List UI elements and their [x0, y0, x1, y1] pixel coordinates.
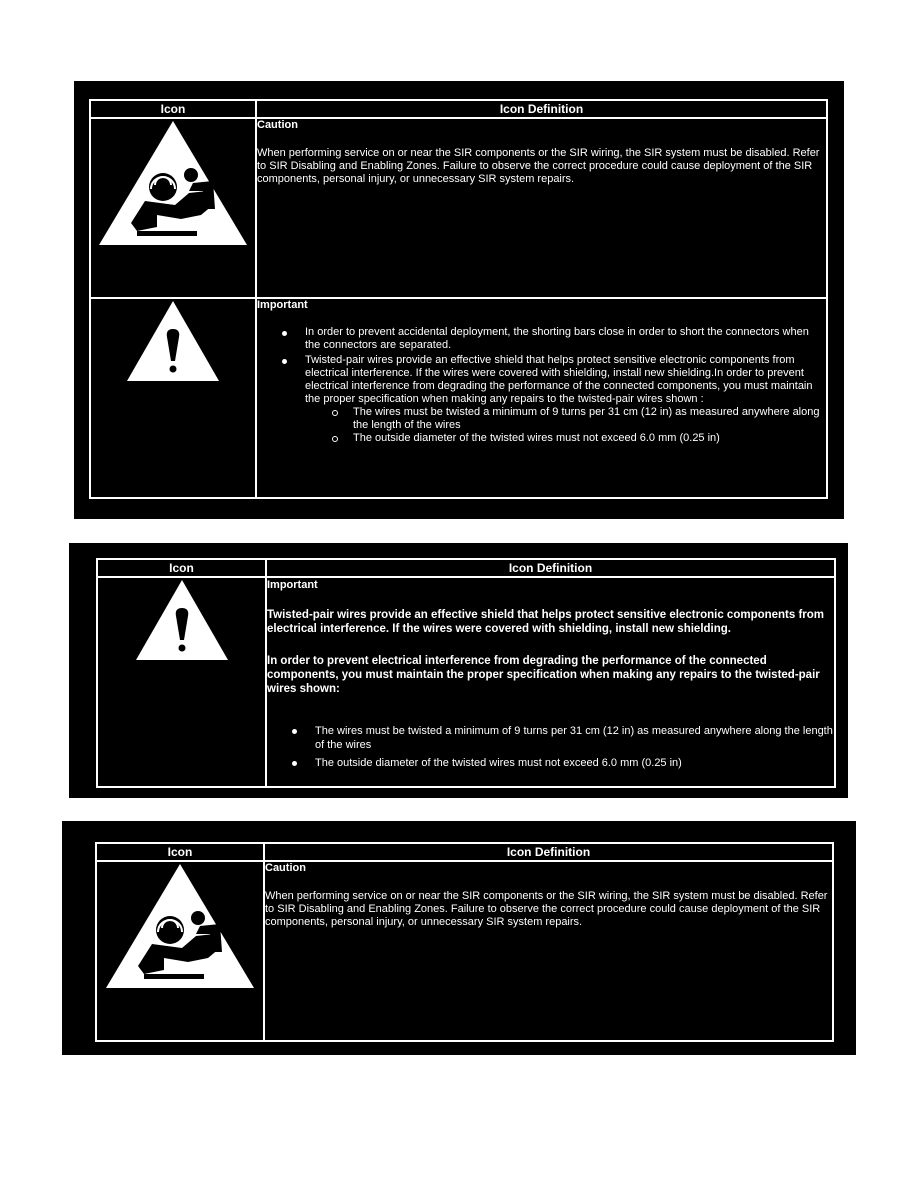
icon-table-panel-2 [69, 543, 848, 798]
important-title: Important [257, 299, 308, 311]
exclamation-icon-cell [90, 298, 256, 498]
icon-table-panel-3 [62, 821, 856, 1055]
caution-text: When performing service on or near the SIR components or the SIR wiring, the SIR system must be disabled. Refer to SIR Disabling and Enabling Zones. Failure to observe the correct procedure could cause deployment of the SIR components, personal injury, or unnecessary SIR system repairs. [265, 890, 828, 928]
list-item: The outside diameter of the twisted wires must not exceed 6.0 mm (0.25 in) [315, 756, 834, 770]
caution-text: When performing service on or near the SIR components or the SIR wiring, the SIR system must be disabled. Refer to SIR Disabling and Enabling Zones. Failure to observe the correct procedure could cause deployment of the SIR components, personal injury, or unnecessary SIR system repairs. [257, 147, 820, 185]
airbag-warning-icon [104, 862, 256, 990]
list-item: The outside diameter of the twisted wires must not exceed 6.0 mm (0.25 in) [353, 432, 826, 445]
definition-column-header: Icon Definition [256, 100, 827, 118]
icon-column-header: Icon [97, 559, 266, 577]
caution-definition-cell [264, 861, 833, 1041]
important-paragraph-2: In order to prevent electrical interference from degrading the performance of the connected components, you must maintain the proper specification when making any repairs to the twisted-pair wires shown: [267, 655, 820, 695]
icon-table-panel-1 [74, 81, 844, 519]
caution-row [96, 861, 833, 1041]
important-definition-cell [256, 298, 827, 498]
list-item: The wires must be twisted a minimum of 9 turns per 31 cm (12 in) as measured anywhere along the length of the wires [315, 725, 833, 751]
list-item-text: Twisted-pair wires provide an effective shield that helps protect sensitive electronic components from electrical interference. If the wires were covered with shielding, install new shielding.In order to prevent electrical interference from degrading the performance of the connected components, you must maintain the proper specification when making any repairs to the twisted-pair wires shown : [305, 354, 813, 405]
important-row [90, 298, 827, 498]
important-title: Important [267, 579, 318, 591]
airbag-warning-icon [97, 119, 249, 247]
definition-column-header: Icon Definition [264, 843, 833, 861]
list-item: The wires must be twisted a minimum of 9 turns per 31 cm (12 in) as measured anywhere along the length of the wires [353, 406, 826, 432]
table-header-row [96, 843, 833, 861]
caution-title: Caution [265, 862, 306, 874]
list-item: In order to prevent accidental deployment, the shorting bars close in order to short the connectors when the connectors are separated. [305, 326, 826, 352]
important-definition-cell [266, 577, 835, 787]
caution-title: Caution [257, 119, 298, 131]
important-paragraph-1: Twisted-pair wires provide an effective shield that helps protect sensitive electronic components from electrical interference. If the wires were covered with shielding, install new shielding. [267, 609, 825, 635]
table-header-row [90, 100, 827, 118]
exclamation-warning-icon [125, 299, 221, 383]
airbag-icon-cell [96, 861, 264, 1041]
icon-definition-table-2 [96, 558, 836, 788]
caution-definition-cell [256, 118, 827, 298]
exclamation-warning-icon [134, 578, 230, 662]
icon-column-header: Icon [90, 100, 256, 118]
caution-row [90, 118, 827, 298]
important-row [97, 577, 835, 787]
icon-definition-table-3 [95, 842, 834, 1042]
exclamation-icon-cell [97, 577, 266, 787]
table-header-row [97, 559, 835, 577]
airbag-icon-cell [90, 118, 256, 298]
list-item [305, 354, 826, 445]
important-bullet-list [267, 724, 834, 770]
icon-definition-table-1 [89, 99, 828, 499]
definition-column-header: Icon Definition [266, 559, 835, 577]
important-bullet-list [257, 326, 826, 445]
icon-column-header: Icon [96, 843, 264, 861]
sub-bullet-list [305, 406, 826, 445]
